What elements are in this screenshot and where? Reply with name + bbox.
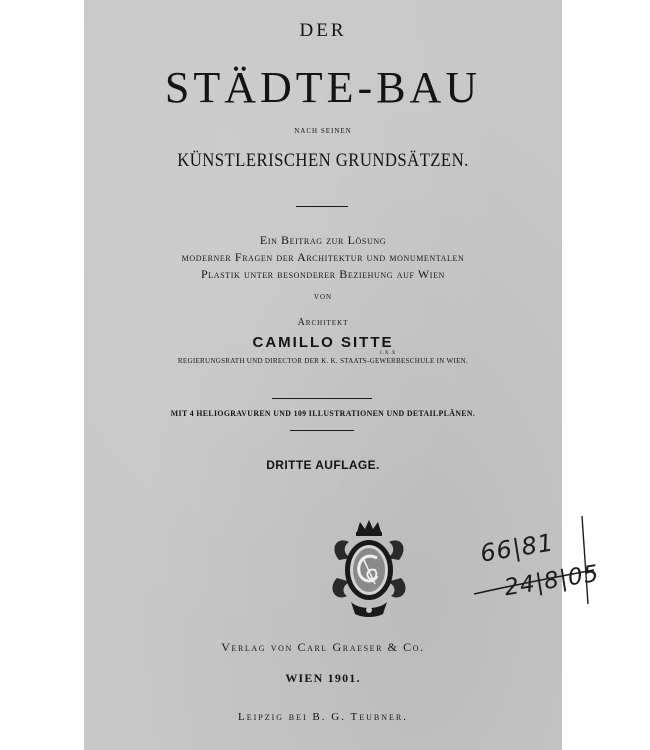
handwritten-line-1: 66|81 bbox=[478, 528, 556, 568]
author-name: CAMILLO SITTE bbox=[252, 334, 394, 351]
description-line-3: Plastik unter besonderer Beziehung auf Wien bbox=[201, 267, 445, 281]
title-connector: NACH SEINEN bbox=[294, 127, 352, 135]
publisher-name: Verlag von Carl Graeser & Co. bbox=[221, 640, 425, 654]
book-subtitle: KÜNSTLERISCHEN GRUNDSÄTZEN. bbox=[177, 150, 469, 171]
title-article: DER bbox=[299, 20, 347, 41]
by-label: VON bbox=[313, 293, 333, 301]
author-position: REGIERUNGSRATH UND DIRECTOR DER K. K. STAATS-GEWERBESCHULE IN WIEN. bbox=[177, 357, 469, 365]
title-page bbox=[84, 0, 602, 750]
description-line-1: Ein Beitrag zur Lösung bbox=[259, 233, 387, 247]
handwritten-shelfmark bbox=[470, 512, 600, 608]
author-mark: I.X.X bbox=[380, 351, 397, 356]
handwritten-line-2: 24|8|05 bbox=[502, 560, 602, 602]
description-line-2: moderner Fragen der Architektur und monumentalen bbox=[181, 250, 465, 264]
publication-place-year: WIEN 1901. bbox=[285, 671, 361, 685]
book-title: STÄDTE-BAU bbox=[164, 63, 482, 112]
distributor-line: Leipzig bei B. G. Teubner. bbox=[238, 711, 408, 723]
author-profession: Architekt bbox=[297, 317, 349, 328]
publisher-emblem-icon bbox=[329, 518, 409, 618]
divider-rule bbox=[272, 398, 372, 399]
divider-rule bbox=[290, 430, 354, 431]
illustrations-note: MIT 4 HELIOGRAVUREN UND 109 ILLUSTRATIONEN UND DETAILPLÄNEN. bbox=[170, 408, 476, 418]
divider-rule bbox=[296, 206, 348, 207]
edition-label: DRITTE AUFLAGE. bbox=[266, 458, 380, 472]
